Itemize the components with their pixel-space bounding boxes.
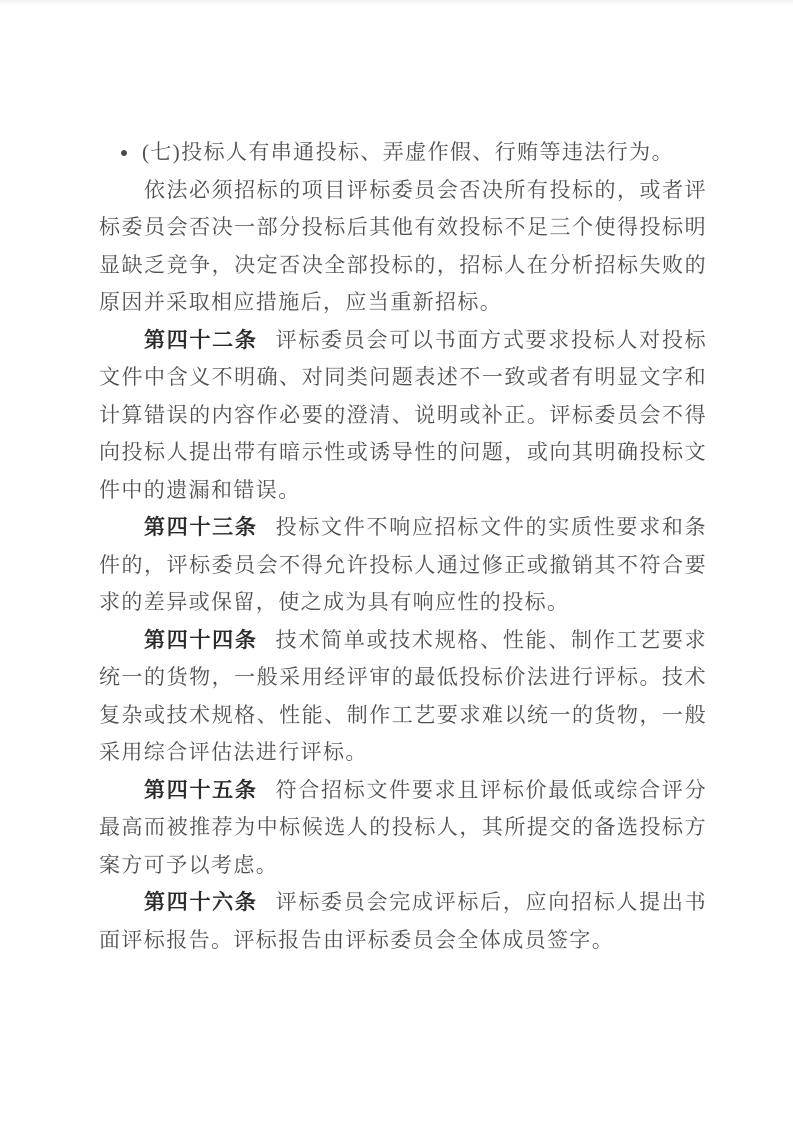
article-43-paragraph: [99, 509, 707, 622]
page-top-edge: [0, 0, 793, 5]
bullet-icon: [121, 150, 127, 156]
article-46-paragraph: [99, 884, 707, 959]
article-45-number: 第四十五条: [144, 778, 258, 802]
article-43-text: 投标文件不响应招标文件的实质性要求和条件的，评标委员会不得允许投标人通过修正或撤销其不符合要求的差异或保留，使之成为具有响应性的投标。: [99, 515, 707, 614]
document-content: [99, 134, 707, 959]
article-46-text: 评标委员会完成评标后，应向招标人提出书面评标报告。评标报告由评标委员会全体成员签字。: [99, 890, 707, 952]
article-43-number: 第四十三条: [144, 516, 258, 539]
article-45-paragraph: [99, 772, 707, 885]
article-42-text: 评标委员会可以书面方式要求投标人对投标文件中含义不明确、对同类问题表述不一致或者有明显文字和计算错误的内容作必要的澄清、说明或补正。评标委员会不得向投标人提出带有暗示性或诱导性的问题，或向其明确投标文件中的遗漏和错误。: [99, 327, 707, 502]
article-42-number: 第四十二条: [144, 328, 258, 352]
article-44-number: 第四十四条: [144, 628, 258, 652]
list-item: [99, 134, 707, 172]
article-44-paragraph: [99, 622, 707, 772]
list-item-text: (七)投标人有串通投标、弄虚作假、行贿等违法行为。: [142, 140, 674, 164]
article-45-text: 符合招标文件要求且评标价最低或综合评分最高而被推荐为中标候选人的投标人，其所提交的备选投标方案方可予以考虑。: [99, 777, 707, 877]
article-42-paragraph: [99, 322, 707, 510]
article-44-text: 技术简单或技术规格、性能、制作工艺要求统一的货物，一般采用经评审的最低投标价法进行评标。技术复杂或技术规格、性能、制作工艺要求难以统一的货物，一般采用综合评估法进行评标。: [99, 627, 707, 764]
article-46-number: 第四十六条: [144, 891, 258, 914]
paragraph-rebid: [99, 172, 707, 322]
paragraph-text: 依法必须招标的项目评标委员会否决所有投标的，或者评标委员会否决一部分投标后其他有效投标不足三个使得投标明显缺乏竞争，决定否决全部投标的，招标人在分析招标失败的原因并采取相应措施后，应当重新招标。: [99, 177, 707, 314]
